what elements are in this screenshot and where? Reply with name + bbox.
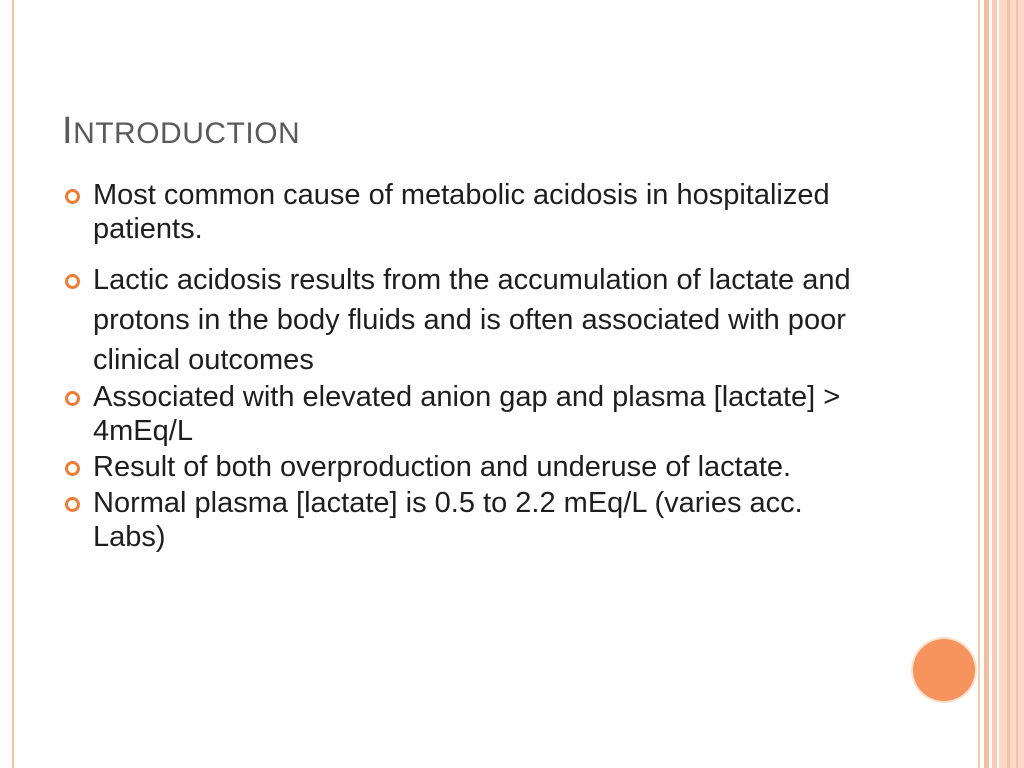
bullet-text: Result of both overproduction and underuse of lactate. <box>93 451 792 483</box>
bullet-item <box>62 486 882 554</box>
title-rest: NTRODUCTION <box>73 117 301 150</box>
bullet-ring-icon <box>65 189 80 204</box>
bullet-ring-icon <box>65 274 80 289</box>
bullet-list <box>62 178 882 554</box>
bullet-item <box>62 178 882 246</box>
right-stripe <box>1007 0 1010 768</box>
right-stripe-band <box>999 0 1024 768</box>
bullet-ring-icon <box>65 497 80 512</box>
slide-title <box>62 110 300 153</box>
bullet-text: Normal plasma [lactate] is 0.5 to 2.2 mEq/L (varies acc. Labs) <box>93 487 803 553</box>
right-stripe <box>1016 0 1018 768</box>
right-stripe <box>978 0 980 768</box>
right-stripe <box>992 0 997 768</box>
bullet-text: Lactic acidosis results from the accumulation of lactate and protons in the body fluids and is often associated with poor clinical outcomes <box>93 264 851 376</box>
bullet-item <box>62 380 882 448</box>
bullet-item <box>62 450 882 484</box>
left-border-line <box>12 0 14 768</box>
bullet-ring-icon <box>65 391 80 406</box>
bullet-text: Most common cause of metabolic acidosis in hospitalized patients. <box>93 179 830 245</box>
bullet-text: Associated with elevated anion gap and plasma [lactate] > 4mEq/L <box>93 381 841 447</box>
bullet-item <box>62 260 882 380</box>
decorative-circle <box>913 639 975 701</box>
title-first-letter: I <box>62 110 74 152</box>
bullet-ring-icon <box>65 461 80 476</box>
right-stripe <box>984 0 989 768</box>
